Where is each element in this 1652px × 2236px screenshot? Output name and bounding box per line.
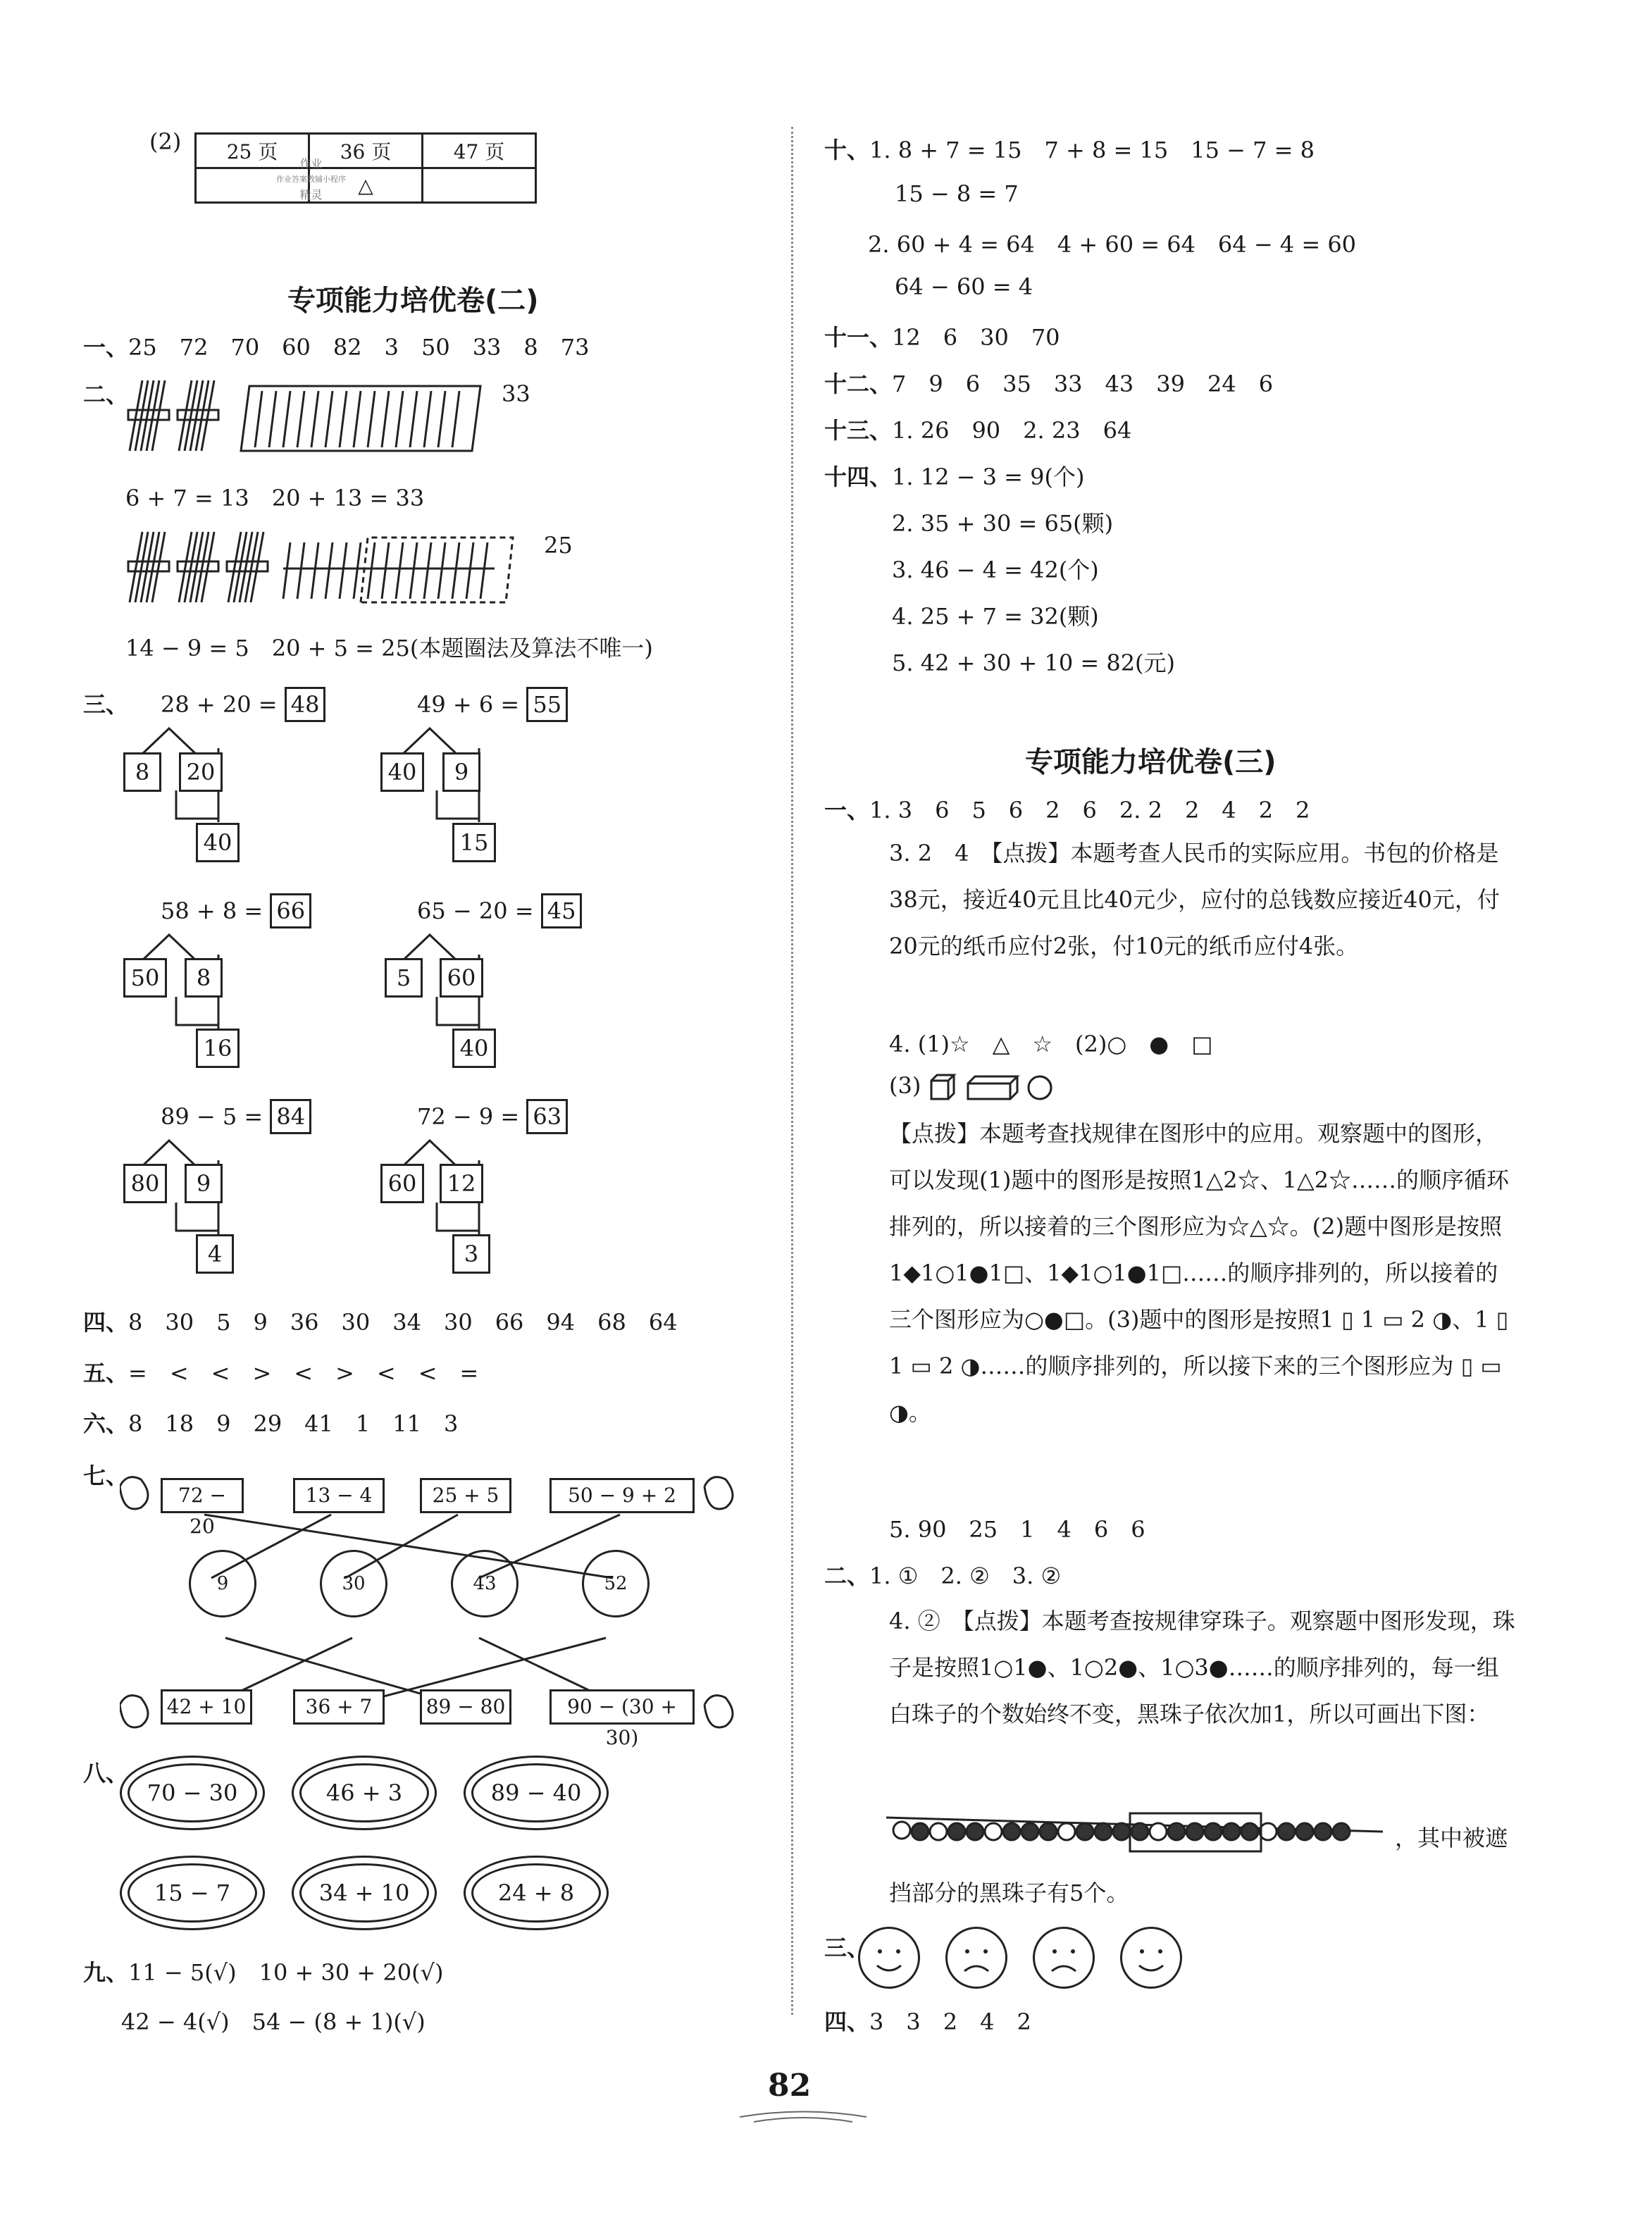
q2-equation-1: 6 + 7 = 13 20 + 13 = 33 bbox=[125, 485, 425, 511]
q7-label: 七、 bbox=[83, 1462, 129, 1489]
q14-line-2: 2. 35 + 30 = 65(颗) bbox=[892, 510, 1114, 537]
q2-answer-1: 33 bbox=[502, 380, 530, 407]
q2-equation-2: 14 − 9 = 5 20 + 5 = 25(本题圈法及算法不唯一) bbox=[125, 635, 653, 662]
page-number: 82 bbox=[768, 2068, 812, 2104]
watermark-stamp: 作业 作业答案教辅小程序 精灵 bbox=[276, 157, 346, 201]
page-table-tag: (2) bbox=[149, 128, 182, 155]
flower-icon: 43 bbox=[451, 1550, 518, 1617]
p1-line-1: 一、1. 3 6 5 6 2 6 2. 2 2 4 2 2 bbox=[824, 797, 1310, 824]
table-header: 47 页 bbox=[423, 134, 536, 168]
p4-answer: 四、3 3 2 4 2 bbox=[824, 2008, 1031, 2035]
ellipse-expr: 34 + 10 bbox=[292, 1856, 437, 1930]
expr-box: 72 − 20 bbox=[161, 1478, 244, 1513]
p1-item-4b: (3) bbox=[889, 1072, 1055, 1102]
q6-answer: 六、8 18 9 29 41 1 11 3 bbox=[83, 1410, 459, 1437]
flower-icon: 52 bbox=[582, 1550, 650, 1617]
ellipse-expr: 89 − 40 bbox=[464, 1756, 609, 1830]
section-title-3: 专项能力培优卷(三) bbox=[1025, 746, 1277, 778]
cube-shapes-icon bbox=[929, 1074, 1055, 1102]
beads-icon bbox=[886, 1803, 1393, 1860]
ellipse-expr: 24 + 8 bbox=[464, 1856, 609, 1930]
p2-tail-2: 挡部分的黑珠子有5个。 bbox=[889, 1880, 1129, 1906]
p2-line-1: 二、1. ① 2. ② 3. ② bbox=[824, 1563, 1062, 1589]
table-header: 36 页 bbox=[309, 134, 423, 168]
p3-label: 三、 bbox=[824, 1934, 870, 1961]
q2-label: 二、 bbox=[83, 381, 129, 408]
q14-line-3: 3. 46 − 4 = 42(个) bbox=[892, 557, 1099, 583]
expr-box: 50 − 9 + 2 bbox=[549, 1478, 695, 1513]
q14-line-4: 4. 25 + 7 = 32(颗) bbox=[892, 603, 1099, 630]
q3-label: 三、 bbox=[83, 691, 129, 718]
q1-answer: 一、25 72 70 60 82 3 50 33 8 73 bbox=[83, 334, 590, 361]
q9-line-1: 九、11 − 5(√) 10 + 30 + 20(√) bbox=[83, 1959, 444, 1986]
p1-item-3: 3. 2 4 【点拨】本题考查人民币的实际应用。书包的价格是38元，接近40元且比40元少，应付的总钱数应接近40元，付20元的纸币应付2张，付10元的纸币应付4张。 bbox=[889, 840, 1500, 959]
page-table bbox=[194, 132, 537, 204]
smiley-face-icon bbox=[1120, 1927, 1182, 1989]
q10-line-4: 64 − 60 = 4 bbox=[895, 273, 1033, 300]
ellipse-expr: 46 + 3 bbox=[292, 1756, 437, 1830]
ellipse-expr: 15 − 7 bbox=[120, 1856, 265, 1930]
q10-line-1: 十、1. 8 + 7 = 15 7 + 8 = 15 15 − 7 = 8 bbox=[824, 137, 1315, 163]
sad-face-icon bbox=[1033, 1927, 1095, 1989]
q14-line-1: 十四、1. 12 − 3 = 9(个) bbox=[824, 464, 1085, 490]
table-header: 25 页 bbox=[196, 134, 309, 168]
p1-item-4a: 4. (1)☆ △ ☆ (2)○ ● □ bbox=[889, 1031, 1213, 1057]
expr-box: 42 + 10 bbox=[161, 1689, 252, 1725]
section-title-2: 专项能力培优卷(二) bbox=[287, 285, 539, 317]
flower-icon: 9 bbox=[189, 1550, 256, 1617]
q2-answer-2: 25 bbox=[544, 532, 573, 559]
expr-box: 13 − 4 bbox=[293, 1478, 385, 1513]
p2-item-4: 4. ② 【点拨】本题考查按规律穿珠子。观察题中图形发现，珠子是按照1○1●、1○2●、1○3●……的顺序排列的，每一组白珠子的个数始终不变，黑珠子依次加1，所以可画出下图： bbox=[889, 1608, 1515, 1727]
p1-item-5: 5. 90 25 1 4 6 6 bbox=[889, 1516, 1145, 1543]
sad-face-icon bbox=[945, 1927, 1007, 1989]
q10-line-2: 15 − 8 = 7 bbox=[895, 180, 1019, 207]
p1-item-4-hint: 【点拨】本题考查找规律在图形中的应用。观察题中的图形，可以发现(1)题中的图形是按照1△2☆、1△2☆……的顺序循环排列的，所以接着的三个图形应为☆△☆。(2)题中图形是按照1◆1○1●1□、1◆1○1●1□……的顺序排列的，所以接着的三个图形应为○●□。(3)题中的图形是按照1 ▯ 1 ▭ 2 ◑、1 ▯ 1 ▭ 2 ◑……的顺序排列的，所以接下来的三个图形应为 ▯ ▭ ◑。 bbox=[889, 1120, 1509, 1426]
flower-icon: 30 bbox=[320, 1550, 387, 1617]
table-cell bbox=[423, 168, 536, 203]
q5-answer: 五、= < < > < > < < = bbox=[83, 1360, 479, 1386]
sticks-bundle-icon bbox=[121, 525, 516, 609]
p2-tail-1: ，其中被遮 bbox=[1395, 1825, 1508, 1851]
sticks-bundle-icon bbox=[121, 373, 487, 458]
expr-box: 89 − 80 bbox=[420, 1689, 511, 1725]
q8-label: 八、 bbox=[83, 1760, 129, 1787]
expr-box: 90 − (30 + 30) bbox=[549, 1689, 695, 1725]
q10-line-3: 2. 60 + 4 = 64 4 + 60 = 64 64 − 4 = 60 bbox=[868, 231, 1357, 258]
expr-box: 25 + 5 bbox=[420, 1478, 511, 1513]
q12-answer: 十二、7 9 6 35 33 43 39 24 6 bbox=[824, 371, 1274, 397]
expr-box: 36 + 7 bbox=[293, 1689, 385, 1725]
q14-line-5: 5. 42 + 30 + 10 = 82(元) bbox=[892, 650, 1176, 676]
q9-line-2: 42 − 4(√) 54 − (8 + 1)(√) bbox=[121, 2008, 426, 2035]
ellipse-expr: 70 − 30 bbox=[120, 1756, 265, 1830]
q4-answer: 四、8 30 5 9 36 30 34 30 66 94 68 64 bbox=[83, 1309, 678, 1336]
column-divider bbox=[791, 127, 793, 2015]
smiley-face-icon bbox=[858, 1927, 920, 1989]
q11-answer: 十一、12 6 30 70 bbox=[824, 324, 1060, 351]
q13-answer: 十三、1. 26 90 2. 23 64 bbox=[824, 417, 1132, 444]
page-ornament-icon bbox=[733, 2106, 874, 2128]
table-cell: △ bbox=[309, 168, 423, 203]
